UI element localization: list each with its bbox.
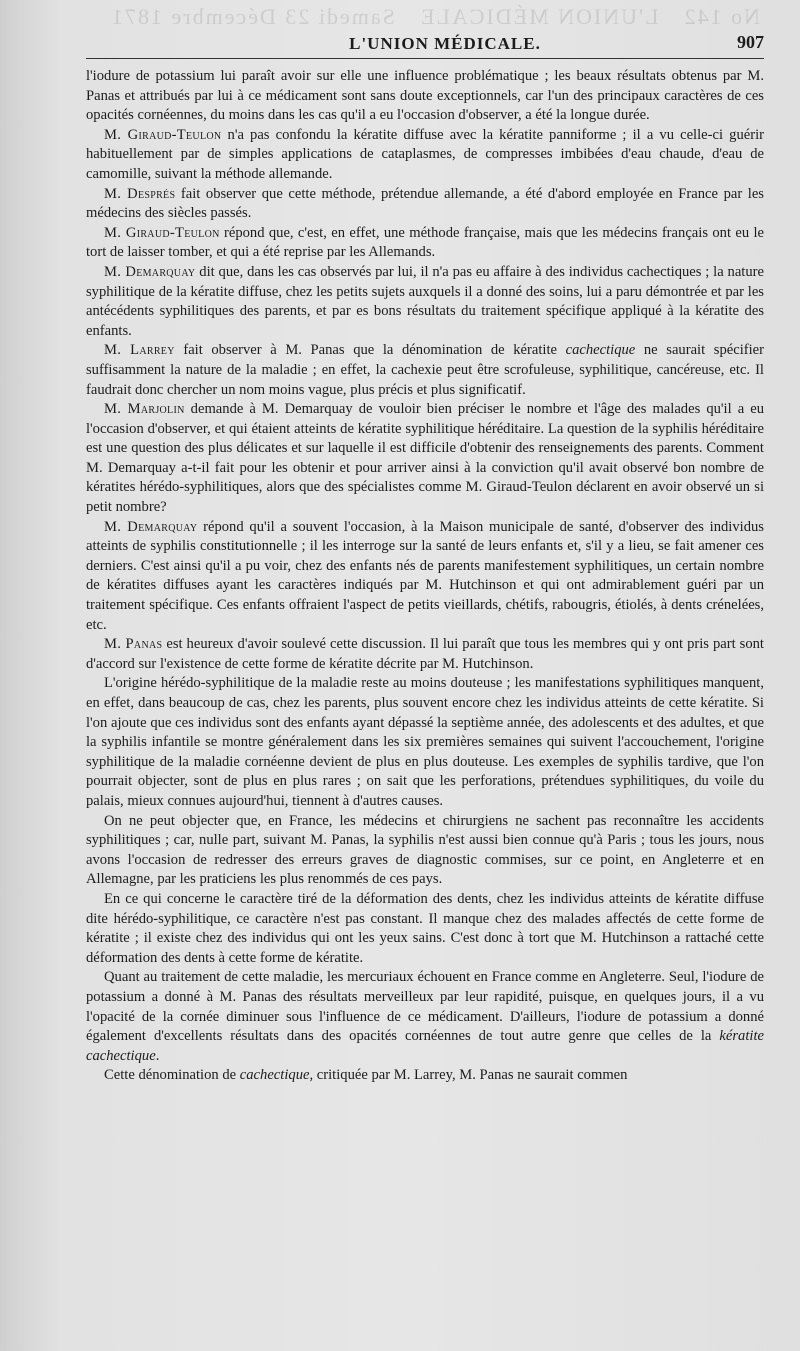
speaker-name: M. Demarquay [104, 518, 198, 535]
paragraph-text: En ce qui concerne le caractère tiré de la déformation des dents, chez les individus atteints de kératite diffuse dite hérédo-syphilitique, ce caractère n'est pas constant. Il manque chez des malades affectés de cette forme de kératite ; il existe chez des individus qui ont les yeux sains. C'est donc à tort que M. Hutchinson a rattaché cette déformation des dents à cette forme de kératite. [86, 890, 764, 966]
ghost-journal-title: L'UNION MÉDICALE [419, 4, 659, 29]
paragraph [86, 890, 764, 968]
running-head [86, 28, 764, 59]
paragraph [86, 812, 764, 890]
paragraph-text: Cette dénomination de [104, 1067, 240, 1084]
paragraph [86, 674, 764, 811]
paragraph [86, 224, 764, 263]
paragraph-text: L'origine hérédo-syphilitique de la maladie reste au moins douteuse ; les manifestations syphilitiques manquent, en effet, dans beaucoup de cas, chez les parents, plus souvent encore chez les individus atteints de cette kératite. Si l'on ajoute que ces individus sont des enfants ayant dépassé la septième année, des adolescents et des adultes, et que la syphilis infantile se montre généralement dans les six premières semaines qui suivent l'accouchement, l'origine syphilitique de la maladie cornéenne devient de plus en plus douteuse. Les exemples de syphilis tardive, que l'on pourrait objecter, sont de plus en plus rares ; on sait que les perforations, prétendues syphilitiques, du voile du palais, mieux connues aujourd'hui, tiennent à d'autres causes. [86, 675, 764, 809]
speaker-name: M. Giraud-Teulon [104, 224, 220, 241]
italic-term: cachectique [239, 1067, 310, 1084]
paragraph-text: fait observer à M. Panas que la dénomination de kératite [174, 342, 566, 359]
paragraph [86, 400, 764, 518]
paragraph-text: , critiquée par M. Larrey, M. Panas ne saurait commen [309, 1067, 628, 1084]
paragraph-text: l'iodure de potassium lui paraît avoir sur elle une influence problématique ; les beaux résultats obtenus par M. Panas et attribués par lui à ce médicament sont sans doute exceptionnels, car l'un des principaux caractères de ces opacités cornéennes, du moins dans les cas qu'il a eu l'occasion d'observer, a été la longue durée. [86, 68, 764, 124]
paragraph [86, 126, 764, 185]
paragraph-text: ne saurait spécifier suffisamment la nature de la maladie ; en effet, la cachexie peut être scrofuleuse, syphilitique, cancéreuse, etc. Il faudrait donc chercher un nom moins vague, plus précis et plus significatif. [86, 342, 765, 398]
journal-title: L'UNION MÉDICALE. [349, 34, 541, 53]
paragraph [86, 635, 764, 674]
speaker-name: M. Demarquay [104, 263, 196, 280]
paragraph-text: fait observer que cette méthode, prétendue allemande, a été d'abord employée en France par les médecins des siècles passés. [86, 185, 764, 222]
paragraph [86, 67, 764, 126]
paragraph [86, 968, 764, 1066]
paragraph-text: On ne peut objecter que, en France, les médecins et chirurgiens ne sachent pas reconnaître les accidents syphilitiques ; car, nulle part, suivant M. Panas, la syphilis n'est aussi bien connue qu'à Paris ; tous les jours, nous avons l'occasion de redresser des erreurs graves de diagnostic commises, sur ce point, en Angleterre et en Allemagne, par les praticiens les plus renommés de ces pays. [86, 812, 764, 888]
ghost-date: Samedi 23 Décembre 1871 [110, 4, 395, 29]
paragraph-text: n'a pas confondu la kératite diffuse avec la kératite panniforme ; il a vu celle-ci guérir habituellement par de simples applications de cataplasmes, de compresses imbibées d'eau chaude, d'eau de camomille, suivant la méthode allemande. [86, 126, 764, 182]
speaker-name: M. Després [104, 185, 176, 202]
page-number: 907 [737, 32, 764, 52]
paragraph [86, 518, 764, 636]
article-body [86, 67, 764, 1086]
paragraph-text: . [155, 1047, 160, 1064]
paragraph-text: est heureux d'avoir soulevé cette discussion. Il lui paraît que tous les membres qui y ont pris part sont d'accord sur l'existence de cette forme de kératite décrite par M. Hutchinson. [86, 636, 764, 672]
italic-term: kératite cachectique [86, 1028, 764, 1064]
paragraph-text: dit que, dans les cas observés par lui, il n'a pas eu affaire à des individus cachectiques ; la nature syphilitique de la kératite diffuse, chez les petits sujets auxquels il a donné des soins, lui a paru démontrée et par les antécédents syphilitiques des parents, et par es bons résultats du traitement spécifique appliqué à la kératite des enfants. [86, 263, 764, 339]
speaker-name: M. Marjolin [104, 401, 185, 418]
paragraph-text: répond qu'il a souvent l'occasion, à la Maison municipale de santé, d'observer des individus atteints de syphilis constitutionnelle ; il les interroge sur la santé de leurs enfants et, s'il y a lieu, se fait amener ces derniers. C'est ainsi qu'il a pu voir, chez des enfants nés de parents manifestement syphilitiques, un certain nombre de kératites diffuses ayant les caractères indiqués par M. Hutchinson et qui ont admirablement guéri par un traitement spécifique. Ces enfants offraient l'aspect de petits vieillards, chétifs, rabougris, étiolés, à dents crénelées, etc. [86, 518, 764, 633]
speaker-name: M. Giraud-Teulon [104, 126, 222, 143]
paragraph-text: répond que, c'est, en effet, une méthode française, mais que les médecins français ont eu le tort de laisser tomber, et qui a été reprise par les Allemands. [86, 224, 765, 261]
paragraph-text: Quant au traitement de cette maladie, les mercuriaux échouent en France comme en Angleterre. Seul, l'iodure de potassium a donné à M. Panas des résultats merveilleux par leur rapidité, puisque, en quelques jours, il a vu l'opacité de la cornée diminuer sous l'influence de ce médicament. D'ailleurs, l'iodure de potassium a donné également d'excellents résultats dans des opacités cornéennes de tout autre genre que celles de la [86, 969, 764, 1045]
paragraph [86, 1066, 764, 1086]
paragraph-text: demande à M. Demarquay de vouloir bien préciser le nombre et l'âge des malades qu'il a eu l'occasion d'observer, et qui étaient atteints de kératite syphilitique héréditaire. La question de la syphilis héréditaire est une question des plus délicates et sur laquelle il est difficile d'obtenir des renseignements des parents. Comment M. Demarquay a-t-il fait pour les obtenir et pour arriver ainsi à la conviction qu'il avait observé bon nombre de kératites hérédo-syphilitiques, alors que des spécialistes comme M. Giraud-Teulon déclarent en avoir observé un si petit nombre? [86, 401, 765, 516]
paragraph [86, 185, 764, 224]
speaker-name: M. Larrey [104, 342, 175, 359]
paragraph [86, 263, 764, 341]
speaker-name: M. Panas [104, 636, 163, 653]
italic-term: cachectique [565, 342, 636, 359]
ghost-issue-number: No 142 [682, 4, 760, 29]
paragraph [86, 341, 764, 400]
